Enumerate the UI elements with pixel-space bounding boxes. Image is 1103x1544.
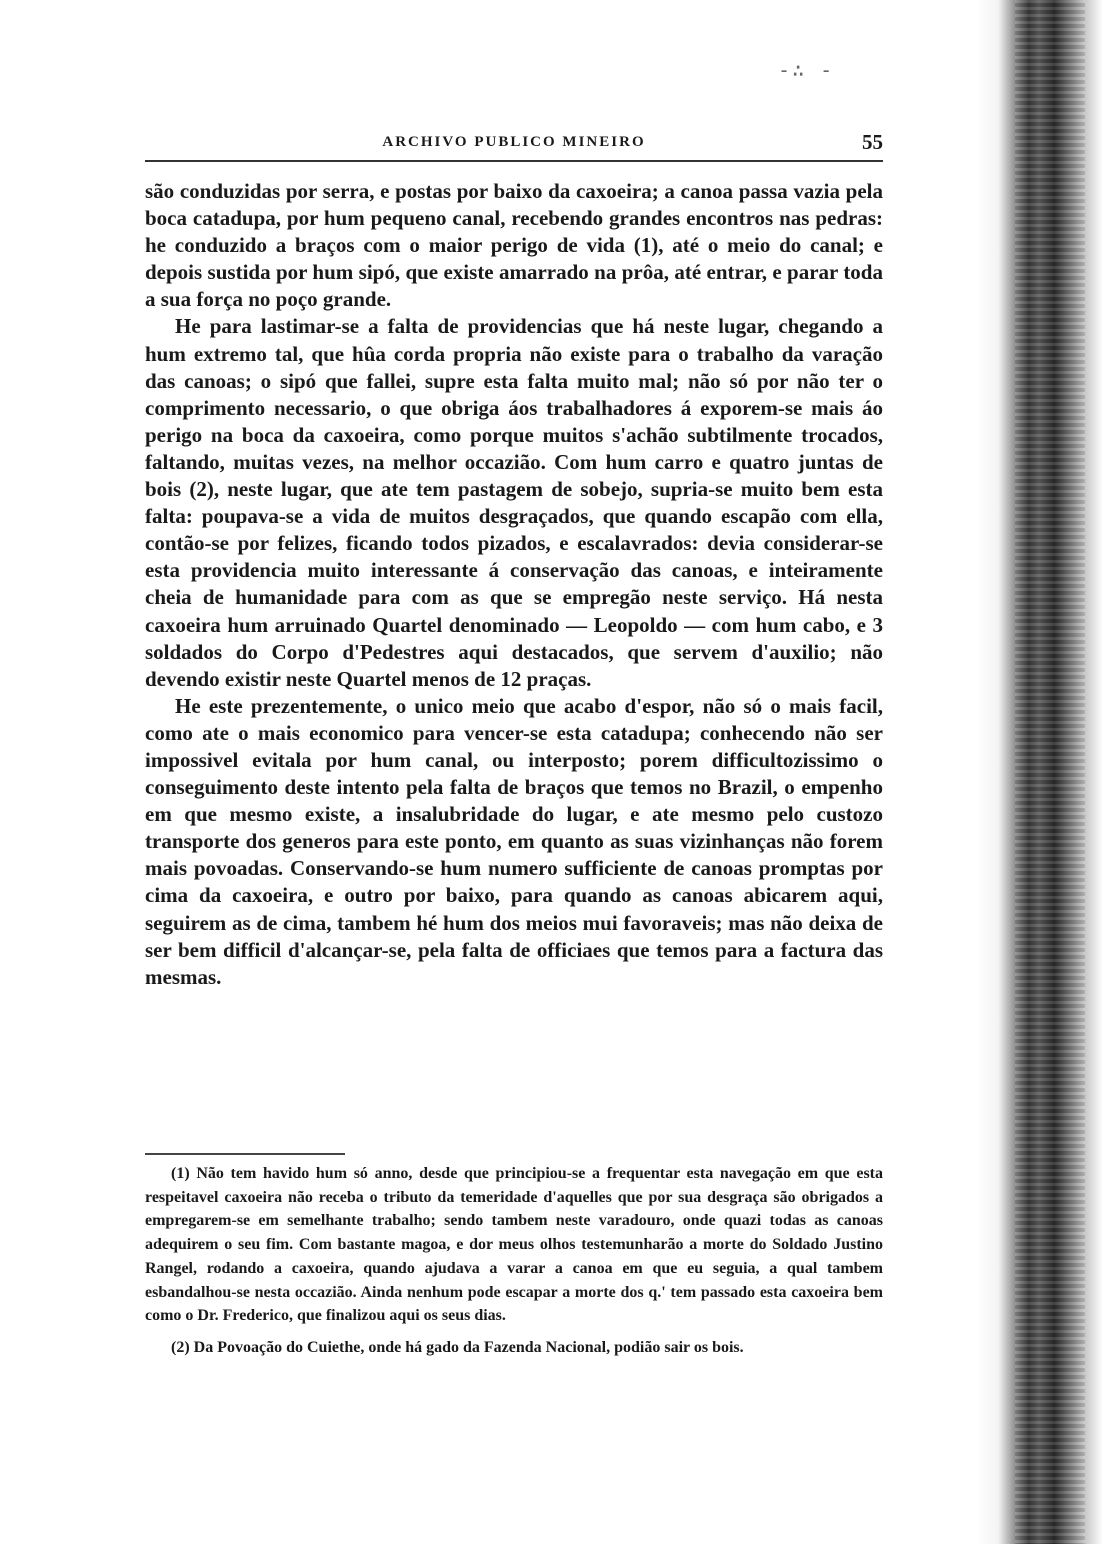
running-header-title: ARCHIVO PUBLICO MINEIRO — [382, 134, 646, 150]
paragraph-3: He este prezentemente, o unico meio que acabo d'espor, não só o mais facil, como ate o mais economico para vencer-se esta catadupa; conhecendo não ser impossivel evitala por hum canal, ou interposto; porem difficultozissimo o conseguimento deste intento pela falta de braços que temos no Brazil, o empenho em que mesmo existe, a insalubridade do lugar, e ate mesmo pelo custozo transporte dos generos para este ponto, em quanto as suas vizinhanças não forem mais povoadas. Conservando-se hum numero sufficiente de canoas promptas por cima da caxoeira, e outro por baixo, para quando as canoas abicarem aqui, seguirem as de cima, tambem hé hum dos meios mui favoraveis; mas não deixa de ser bem difficil d'alcançar-se, pela falta de officiaes que temos para a factura das mesmas. — [145, 693, 883, 989]
paragraph-2: He para lastimar-se a falta de providencias que há neste lugar, chegando a hum extremo tal, que hûa corda propria não existe para o trabalho da varação das canoas; o sipó que fallei, supre esta falta muito mal; não só por não ter o comprimento necessario, o que obriga áos trabalhadores á exporem-se mais áo perigo na boca da caxoeira, como porque muitos s'achão subtilmente trocados, faltando, muitas vezes, na melhor occazião. Com hum carro e quatro juntas de bois (2), neste lugar, que ate tem pastagem de sobejo, supria-se muito bem esta falta: poupava-se a vida de muitos desgraçados, que quando escapão com ella, contão-se por felizes, ficando todos pizados, e escalavrados: devia considerar-se esta providencia muito interessante á conservação das canoas, e inteiramente cheia de humanidade para com as que se empregão neste serviço. Há nesta caxoeira hum arruinado Quartel denominado — Leopoldo — com hum cabo, e 3 soldados do Corpo d'Pedestres aqui destacados, que servem d'auxilio; não devendo existir neste Quartel menos de 12 praças. — [145, 314, 883, 691]
main-text — [145, 178, 883, 991]
header-rule — [145, 160, 883, 162]
paragraph-1: são conduzidas por serra, e postas por baixo da caxoeira; a canoa passa vazia pela boca catadupa, por hum pequeno canal, recebendo grandes encontros nas pedras: he conduzido a braços com o maior perigo de vida (1), até o meio do canal; e depois sustida por hum sipó, que existe amarrado na prôa, até entrar, e parar toda a sua força no poço grande. — [145, 179, 883, 312]
footnote-1: (1) Não tem havido hum só anno, desde que principiou-se a frequentar esta navegação em que esta respeitavel caxoeira não receba o tributo da temeridade d'aquelles que por sua desgraça são obrigados a empregarem-se em semelhante trabalho; sendo tambem neste varadouro, onde quazi todas as canoas adequirem o seu fim. Com bastante magoa, e dor meus olhos testemunharão a morte do Soldado Justino Rangel, rodando a caxoeira, quando ajudava a varar a canoa em que eu seguia, a qual tambem esbandalhou-se nesta occazião. Ainda nenhum pode escapar a morte dos q.' tem passado esta caxoeira bem como o Dr. Frederico, que finalizou aqui os seus dias. — [145, 1165, 883, 1325]
scan-mark: -∴ - — [778, 58, 835, 82]
page-number: 55 — [862, 130, 883, 154]
running-header — [145, 130, 883, 166]
footnote-separator — [145, 1153, 345, 1155]
footnote-2: (2) Da Povoação do Cuiethe, onde há gado da Fazenda Nacional, podião sair os bois. — [171, 1338, 744, 1356]
footnotes — [145, 1162, 883, 1360]
binding-texture — [1015, 0, 1085, 1544]
